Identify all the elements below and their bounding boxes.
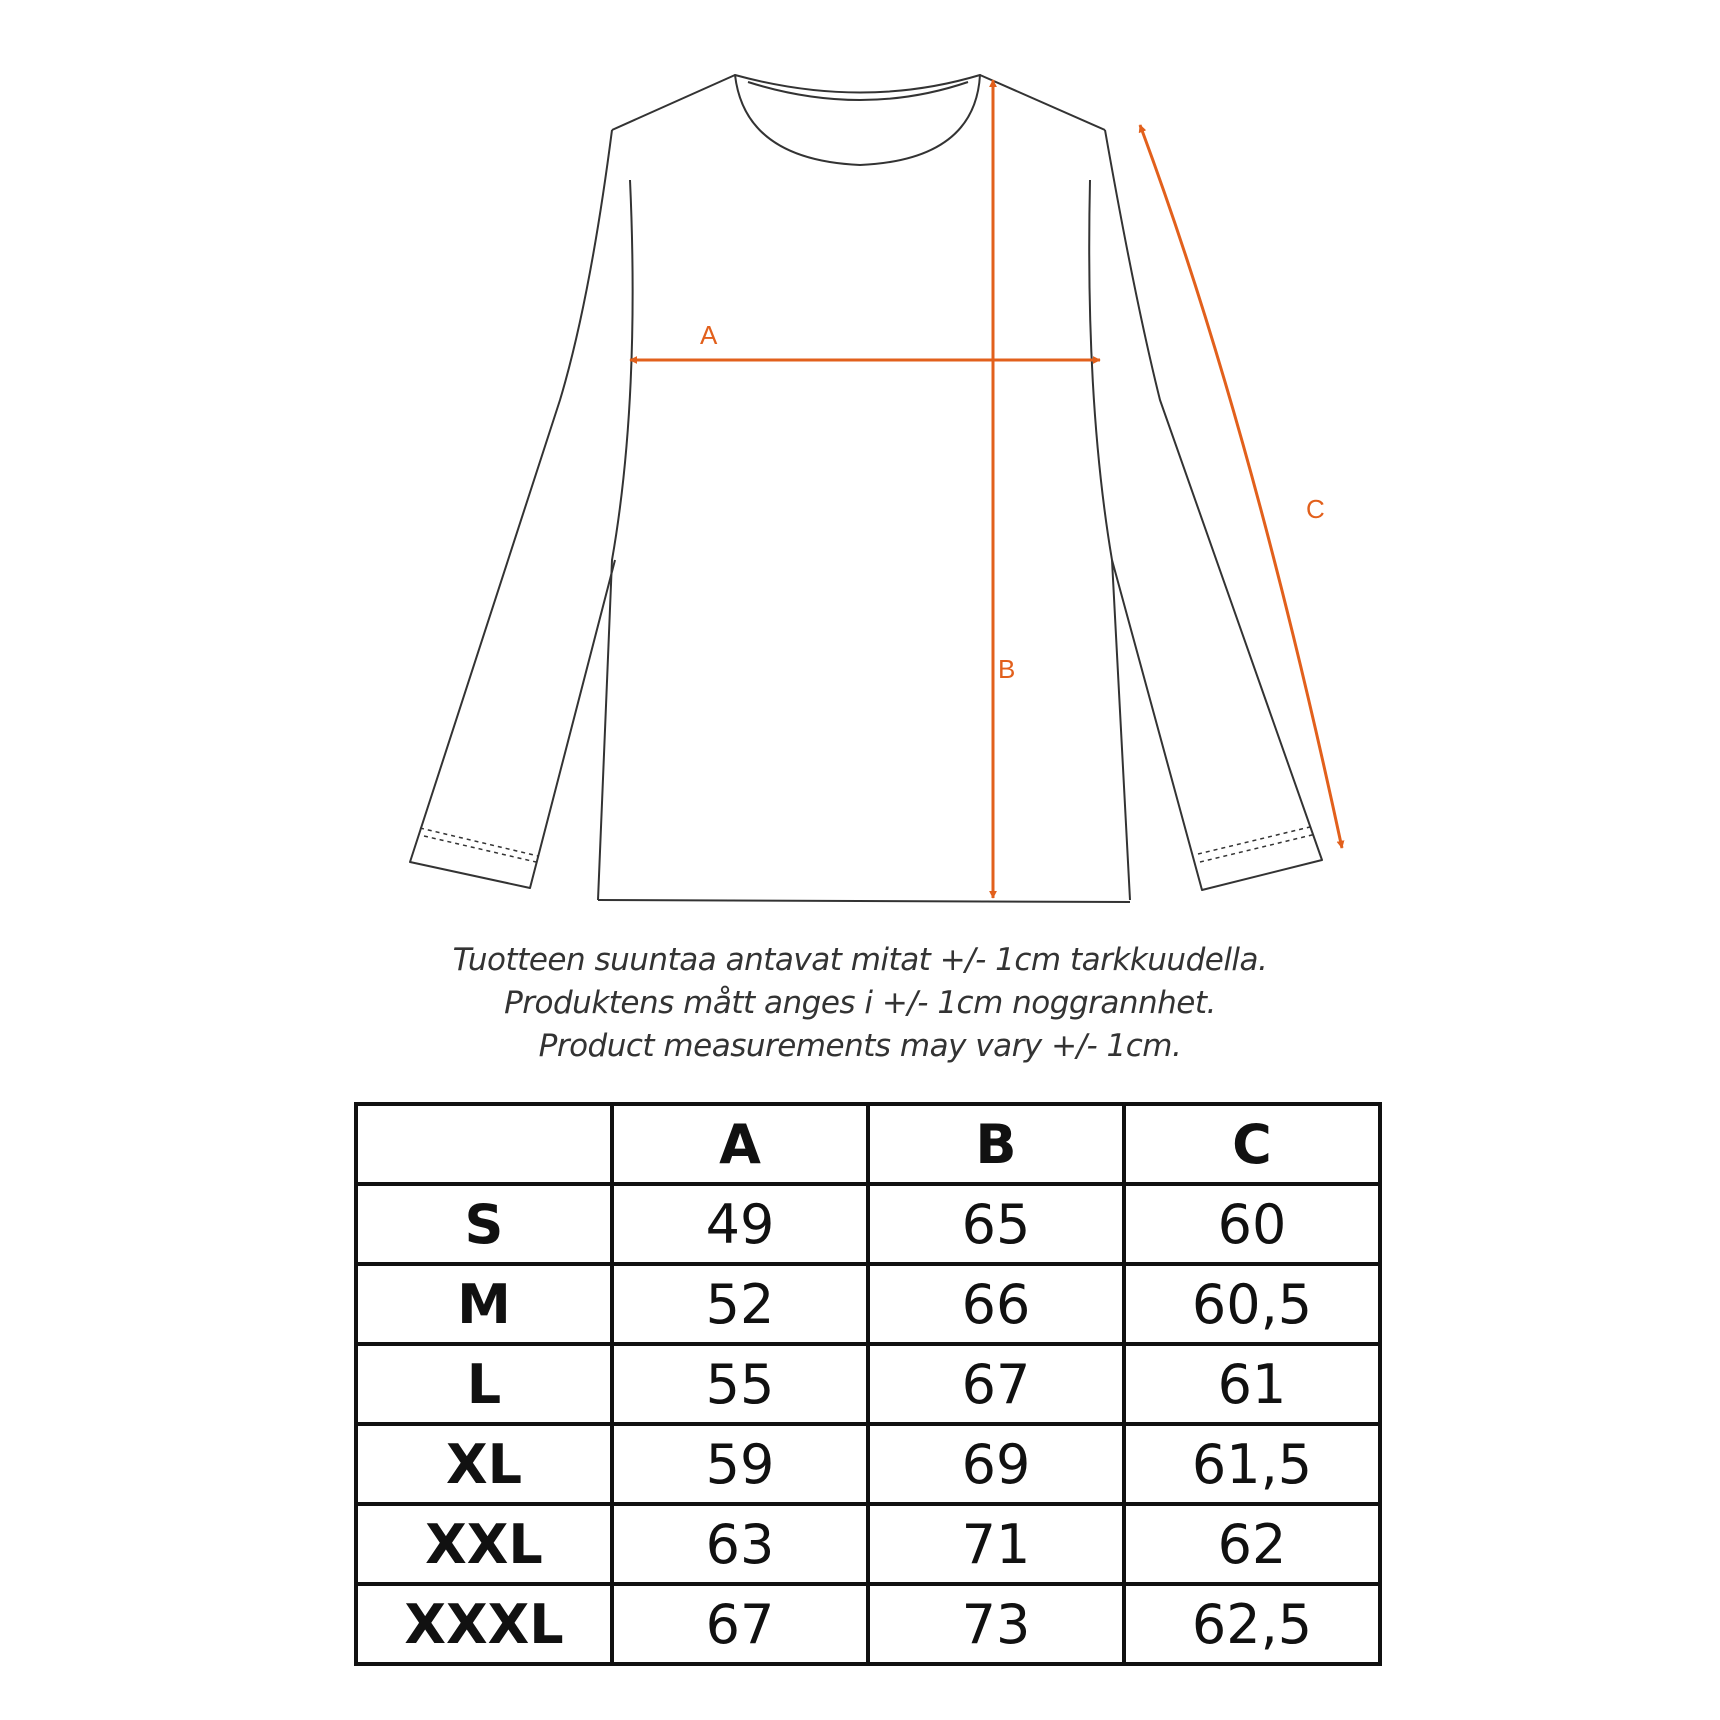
table-row <box>356 1344 1380 1424</box>
shirt-outline <box>410 75 1322 902</box>
value-a: 49 <box>612 1184 868 1264</box>
right-sleeve <box>1105 130 1322 890</box>
value-b: 69 <box>868 1424 1124 1504</box>
note-english: Product measurements may vary +/- 1cm. <box>538 1028 1182 1064</box>
left-cuff-stitch <box>420 828 538 862</box>
header-a: A <box>612 1104 868 1184</box>
table-row <box>356 1264 1380 1344</box>
table-row <box>356 1424 1380 1504</box>
size-label: XXXL <box>356 1584 612 1664</box>
left-shoulder <box>612 75 735 130</box>
value-c: 62 <box>1124 1504 1380 1584</box>
header-corner <box>356 1104 612 1184</box>
value-c: 61,5 <box>1124 1424 1380 1504</box>
right-body-side <box>1089 180 1130 900</box>
value-b: 71 <box>868 1504 1124 1584</box>
value-c: 60 <box>1124 1184 1380 1264</box>
arrow-c <box>1140 125 1342 848</box>
label-b: B <box>998 654 1016 684</box>
value-a: 55 <box>612 1344 868 1424</box>
size-label: L <box>356 1344 612 1424</box>
right-shoulder <box>980 75 1105 130</box>
left-body-side <box>598 180 633 900</box>
hem <box>598 900 1130 902</box>
size-label: XL <box>356 1424 612 1504</box>
right-cuff-stitch <box>1198 826 1316 862</box>
measurement-arrows <box>630 80 1342 898</box>
value-c: 60,5 <box>1124 1264 1380 1344</box>
table-row <box>356 1504 1380 1584</box>
value-b: 66 <box>868 1264 1124 1344</box>
table-row <box>356 1584 1380 1664</box>
size-table <box>354 1102 1382 1666</box>
value-a: 63 <box>612 1504 868 1584</box>
note-swedish: Produktens mått anges i +/- 1cm noggrannhet. <box>504 985 1216 1021</box>
value-a: 59 <box>612 1424 868 1504</box>
label-c: C <box>1306 494 1325 524</box>
table-header-row <box>356 1104 1380 1184</box>
size-label: XXL <box>356 1504 612 1584</box>
value-c: 61 <box>1124 1344 1380 1424</box>
value-c: 62,5 <box>1124 1584 1380 1664</box>
value-b: 67 <box>868 1344 1124 1424</box>
header-b: B <box>868 1104 1124 1184</box>
value-b: 73 <box>868 1584 1124 1664</box>
note-finnish: Tuotteen suuntaa antavat mitat +/- 1cm tarkkuudella. <box>452 942 1268 978</box>
value-a: 67 <box>612 1584 868 1664</box>
header-c: C <box>1124 1104 1380 1184</box>
value-b: 65 <box>868 1184 1124 1264</box>
table-row <box>356 1184 1380 1264</box>
value-a: 52 <box>612 1264 868 1344</box>
left-sleeve <box>410 130 615 888</box>
size-label: M <box>356 1264 612 1344</box>
size-label: S <box>356 1184 612 1264</box>
label-a: A <box>700 320 718 350</box>
